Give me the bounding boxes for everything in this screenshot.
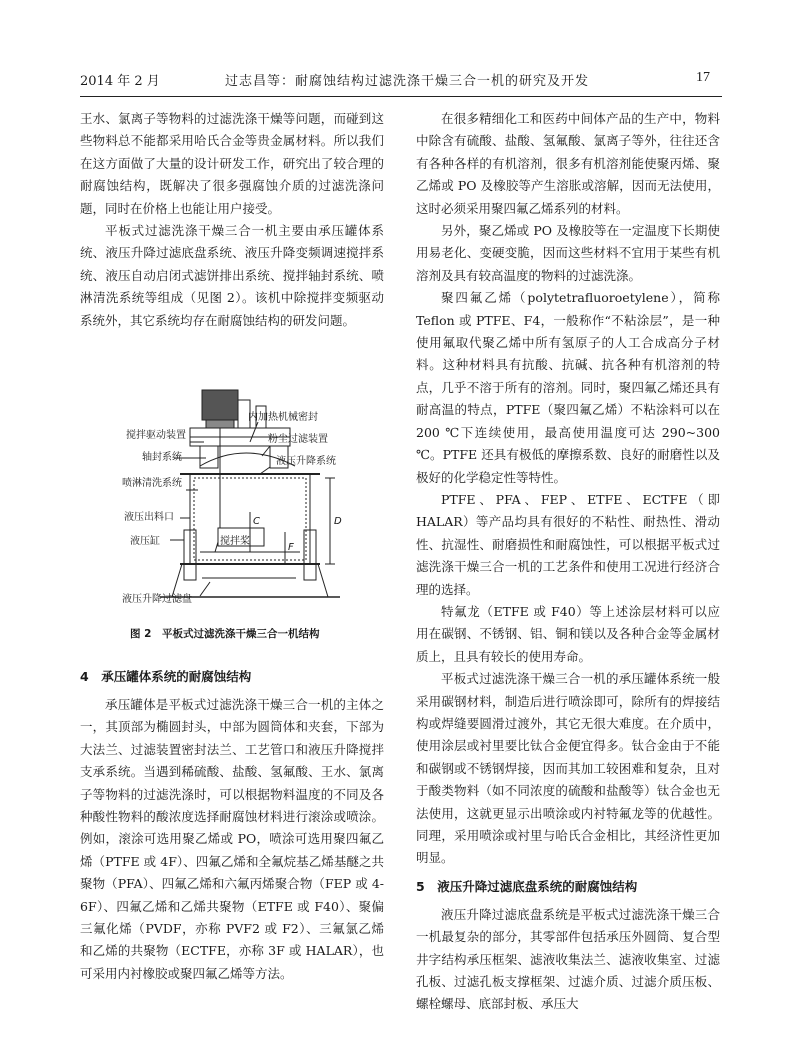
machine-diagram — [120, 382, 370, 608]
label-stirring-paddle: 搅拌桨 — [220, 536, 250, 547]
right-paragraph-6: 平板式过滤洗涤干燥三合一机的承压罐体系统一般采用碳钢材料，制造后进行喷涂即可，除所有的焊接结构或焊缝要圆滑过渡外，其它无很大难度。在介质中，使用涂层或衬里要比钛合金便宜得多。钛合金由于不能和碳钢或不锈钢焊接，因而其加工较困难和复杂，且对于酸类物料（如不同浓度的硫酸和盐酸等）钛合金也无法使用，这就更显示出喷涂或内衬特氟龙等的优越性。同理，采用喷涂或衬里与哈氏合金相比，其经济性更加明显。 — [416, 671, 720, 866]
label-dust-filter: 粉尘过滤装置 — [268, 434, 328, 445]
header-title: 过志昌等：耐腐蚀结构过滤洗涤干燥三合一机的研究及开发 — [225, 74, 590, 89]
label-discharge-port: 液压出料口 — [124, 512, 174, 523]
left-column-lower — [80, 666, 384, 985]
left-paragraph-1: 王水、氯离子等物料的过滤洗涤干燥等问题，而碰到这些物料总不能都采用哈氏合金等贵金属材料。所以我们在这方面做了大量的设计研发工作，研究出了较合理的耐腐蚀结构，既解决了很多强腐蚀介质的过滤洗涤问题，同时在价格上也能让用户接受。 — [80, 111, 384, 216]
right-paragraph-3: 聚四氟乙烯（polytetrafluoroetylene），简称 Teflon 或 PTFE、F4，一般称作“不粘涂层”，是一种使用氟取代聚乙烯中所有氢原子的人工合成高分子材料。这种材料具有抗酸、抗碱、抗各种有机溶剂的特点，几乎不溶于所有的溶剂。同时，聚四氟乙烯还具有耐高温的特点，PTFE（聚四氟乙烯）不粘涂料可以在 200 ℃下连续使用，最高使用温度可达 290~300 ℃。PTFE 还具有极低的摩擦系数、良好的耐磨性以及极好的化学稳定性等特性。 — [416, 290, 720, 485]
marker-d: D — [334, 516, 342, 527]
marker-f: F — [288, 542, 294, 553]
left-paragraph-3: 承压罐体是平板式过滤洗涤干燥三合一机的主体之一，其顶部为椭圆封头，中部为圆筒体和夹套，下部为大法兰、过滤装置密封法兰、工艺管口和液压升降搅拌支承系统。当遇到稀硫酸、盐酸、氢氟酸、王水、氯离子等物料的过滤洗涤时，可以根据物料温度的不同及各种酸性物料的酸浓度选择耐腐蚀材料进行滚涂或喷涂。例如，滚涂可选用聚乙烯或 PO，喷涂可选用聚四氟乙烯（PTFE 或 4F）、四氟乙烯和全氟烷基乙烯基醚之共聚物（PFA）、四氟乙烯和六氟丙烯聚合物（FEP 或 4-6F）、四氟乙烯和乙烯共聚物（ETFE 或 F40）、聚偏三氟化烯（PVDF，亦称 PVF2 或 F2）、三氟氯乙烯和乙烯的共聚物（ECTFE，亦称 3F 或 HALAR），也可采用内衬橡胶或聚四氟乙烯等方法。 — [80, 697, 384, 981]
header-rule — [80, 96, 722, 97]
label-mechanical-seal: 内加热机械密封 — [248, 412, 318, 423]
label-drive-unit: 搅拌驱动装置 — [126, 430, 186, 441]
right-paragraph-5: 特氟龙（ETFE 或 F40）等上述涂层材料可以应用在碳钢、不锈钢、铝、铜和镁以及各种合金等金属材质上，且具有较长的使用寿命。 — [416, 603, 720, 664]
marker-c: C — [253, 516, 260, 527]
label-filter-plate: 液压升降过滤盘 — [122, 594, 192, 605]
label-shaft-seal: 轴封系统 — [142, 452, 182, 463]
motor-shape — [202, 390, 238, 420]
right-paragraph-4: PTFE、PFA、FEP、ETFE、ECTFE（即 HALAR）等产品均具有很好的不粘性、耐热性、滑动性、抗湿性、耐磨损性和耐腐蚀性，可以根据平板式过滤洗涤干燥三合一机的工艺条件和使用工况进行经济合理的选择。 — [416, 491, 720, 597]
header-date: 2014 年 2 月 — [80, 74, 160, 89]
running-header — [80, 70, 720, 92]
label-hydraulic-lift: 液压升降系统 — [276, 456, 336, 467]
page-number: 17 — [696, 70, 710, 85]
section-4-heading: 4 承压罐体系统的耐腐蚀结构 — [80, 669, 252, 684]
figure-caption: 图 2 平板式过滤洗涤干燥三合一机结构 — [130, 628, 320, 640]
left-paragraph-2: 平板式过滤洗涤干燥三合一机主要由承压罐体系统、液压升降过滤底盘系统、液压升降变频调速搅拌系统、液压自动启闭式滤饼排出系统、搅拌轴封系统、喷淋清洗系统等组成（见图 2）。该机中除搅拌变频驱动系统外，其它系统均存在耐腐蚀结构的研发问题。 — [80, 223, 384, 328]
right-paragraph-2: 另外，聚乙烯或 PO 及橡胶等在一定温度下长期使用易老化、变硬变脆，因而这些材料不宜用于某些有机溶剂及具有较高温度的物料的过滤洗涤。 — [416, 223, 720, 283]
right-column — [416, 108, 720, 1016]
label-hydraulic-cylinder: 液压缸 — [130, 536, 160, 547]
section-5-heading: 5 液压升降过滤底盘系统的耐腐蚀结构 — [416, 878, 638, 894]
figure-2 — [120, 382, 370, 608]
label-spray-cleaning: 喷淋清洗系统 — [122, 478, 182, 489]
left-column — [80, 108, 384, 332]
right-paragraph-1: 在很多精细化工和医药中间体产品的生产中，物料中除含有硫酸、盐酸、氢氟酸、氯离子等外，往往还含有各种各样的有机溶剂，很多有机溶剂能使聚丙烯、聚乙烯或 PO 及橡胶等产生溶胀或溶解，因而无法使用，这时必须采用聚四氟乙烯系列的材料。 — [416, 111, 720, 216]
right-paragraph-7: 液压升降过滤底盘系统是平板式过滤洗涤干燥三合一机最复杂的部分，其零部件包括承压外圆筒、复合型井字结构承压框架、滤液收集法兰、滤液收集室、过滤孔板、过滤孔板支撑框架、过滤介质、过滤介质压板、螺栓螺母、底部封板、承压大 — [416, 906, 720, 1012]
